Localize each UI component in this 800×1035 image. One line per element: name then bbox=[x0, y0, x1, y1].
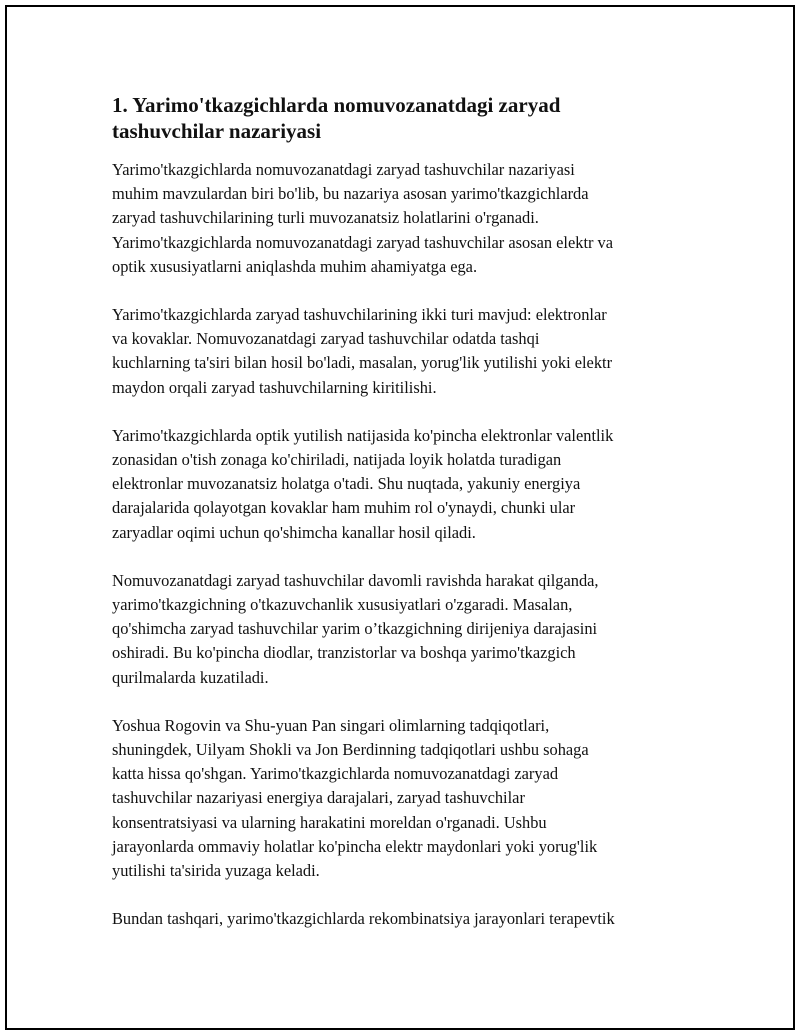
text-line: jarayonlarda ommaviy holatlar ko'pincha elektr maydonlari yoki yorug'lik bbox=[112, 836, 598, 856]
text-line: darajalarida qolayotgan kovaklar ham muhim rol o'ynaydi, chunki ular bbox=[112, 498, 576, 518]
text-line: elektronlar muvozanatsiz holatga o'tadi. Shu nuqtada, yakuniy energiya bbox=[112, 474, 581, 494]
text-line: zaryadlar oqimi uchun qo'shimcha kanallar hosil qiladi. bbox=[112, 522, 476, 542]
text-line: qurilmalarda kuzatiladi. bbox=[112, 667, 269, 687]
text-line: tashuvchilar nazariyasi energiya darajalari, zaryad tashuvchilar bbox=[112, 788, 525, 808]
paragraph-5 bbox=[112, 714, 692, 883]
text-line: oshiradi. Bu ko'pincha diodlar, tranzistorlar va boshqa yarimo'tkazgich bbox=[112, 643, 576, 663]
text-line: yutilishi ta'sirida yuzaga keladi. bbox=[112, 861, 320, 881]
text-line: shuningdek, Uilyam Shokli va Jon Berdinning tadqiqotlari ushbu sohaga bbox=[112, 740, 589, 760]
text-line: Bundan tashqari, yarimo'tkazgichlarda rekombinatsiya jarayonlari terapevtik bbox=[112, 909, 615, 929]
text-line: maydon orqali zaryad tashuvchilarning kiritilishi. bbox=[112, 377, 437, 397]
paragraph-2 bbox=[112, 303, 692, 400]
paragraph-6 bbox=[112, 907, 692, 931]
text-line: Yarimo'tkazgichlarda optik yutilish natijasida ko'pincha elektronlar valentlik bbox=[112, 425, 614, 445]
text-line: optik xususiyatlarni aniqlashda muhim ahamiyatga ega. bbox=[112, 256, 478, 276]
document-body bbox=[112, 92, 692, 955]
text-line: kuchlarning ta'siri bilan hosil bo'ladi, masalan, yorug'lik yutilishi yoki elektr bbox=[112, 353, 613, 373]
text-line: muhim mavzulardan biri bo'lib, bu nazariya asosan yarimo'tkazgichlarda bbox=[112, 184, 589, 204]
paragraph-4 bbox=[112, 569, 692, 690]
paragraph-3 bbox=[112, 424, 692, 545]
text-line: qo'shimcha zaryad tashuvchilar yarim o’tkazgichning dirijeniya darajasini bbox=[112, 619, 598, 639]
paragraph-1 bbox=[112, 158, 692, 279]
text-line: Yarimo'tkazgichlarda nomuvozanatdagi zaryad tashuvchilar nazariyasi bbox=[112, 160, 575, 179]
text-line: konsentratsiyasi va ularning harakatini moreldan o'rganadi. Ushbu bbox=[112, 812, 547, 832]
section-heading: 1. Yarimo'tkazgichlarda nomuvozanatdagi zaryad tashuvchilar nazariyasi bbox=[112, 93, 561, 143]
text-line: zaryad tashuvchilarining turli muvozanatsiz holatlarini o'rganadi. bbox=[112, 208, 539, 228]
text-line: zonasidan o'tish zonaga ko'chiriladi, natijada loyik holatda turadigan bbox=[112, 450, 562, 470]
text-line: Yoshua Rogovin va Shu-yuan Pan singari olimlarning tadqiqotlari, bbox=[112, 715, 550, 735]
text-line: Yarimo'tkazgichlarda nomuvozanatdagi zaryad tashuvchilar asosan elektr va bbox=[112, 232, 614, 252]
text-line: Yarimo'tkazgichlarda zaryad tashuvchilarining ikki turi mavjud: elektronlar bbox=[112, 305, 607, 325]
text-line: yarimo'tkazgichning o'tkazuvchanlik xususiyatlari o'zgaradi. Masalan, bbox=[112, 595, 573, 615]
text-line: katta hissa qo'shgan. Yarimo'tkazgichlarda nomuvozanatdagi zaryad bbox=[112, 764, 559, 784]
text-line: va kovaklar. Nomuvozanatdagi zaryad tashuvchilar odatda tashqi bbox=[112, 329, 540, 349]
text-line: Nomuvozanatdagi zaryad tashuvchilar davomli ravishda harakat qilganda, bbox=[112, 570, 599, 590]
